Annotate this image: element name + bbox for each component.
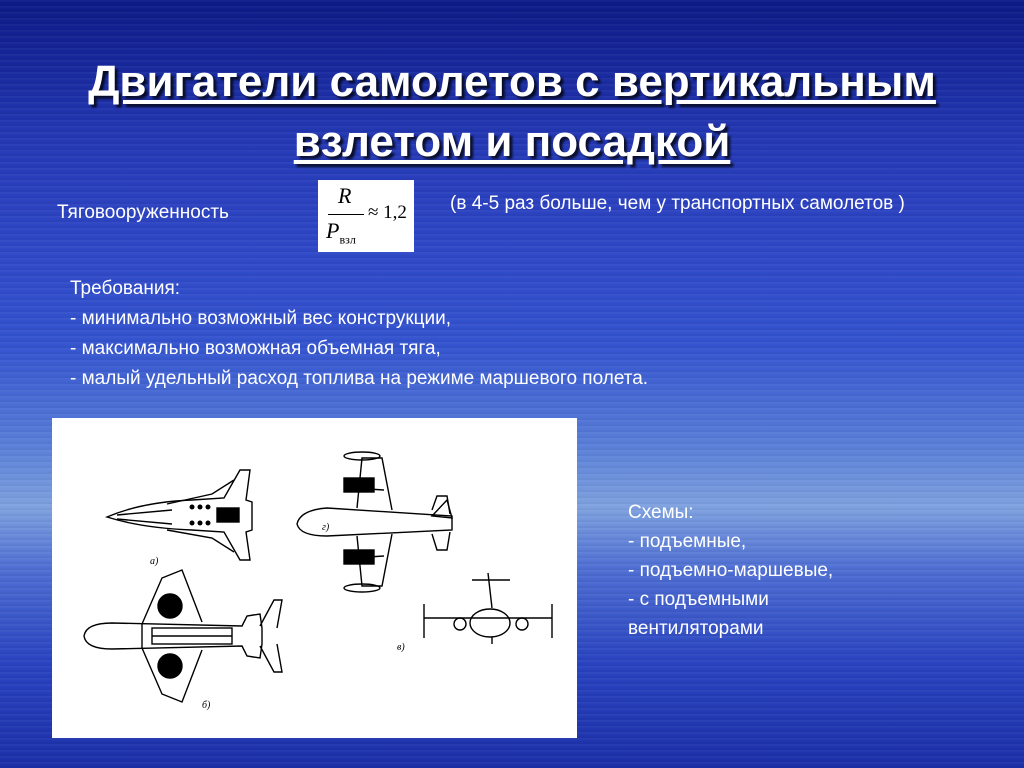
figure-label-b: б) [202,700,211,711]
figure-label-c: в) [397,642,405,653]
scheme-item: - с подъемными [628,589,769,610]
aircraft-c-drawing [84,570,282,702]
thrust-ratio-formula [318,180,414,252]
scheme-item: - подъемные, [628,531,747,552]
aircraft-schemes-figure [52,418,577,738]
formula-numerator: R [338,183,352,208]
requirement-item: - максимально возможная объемная тяга, [70,338,441,359]
aircraft-b-drawing [297,452,452,592]
requirement-item: - минимально возможный вес конструкции, [70,308,452,329]
schemes-heading: Схемы: [628,502,694,523]
slide-title-line-1: Двигатели самолетов с вертикальным [88,57,936,106]
scheme-item: - подъемно-маршевые, [628,560,834,581]
aircraft-a-drawing [107,470,252,560]
formula-fraction-bar [328,214,364,215]
aircraft-d-drawing [424,573,552,644]
formula-relation: ≈ 1,2 [368,202,407,223]
requirements-heading: Требования: [70,278,181,299]
formula-denominator-subscript: взл [339,232,356,247]
slide-title-line-2: взлетом и посадкой [293,117,731,166]
thrust-ratio-note: (в 4-5 раз больше, чем у транспортных самолетов ) [450,193,905,214]
formula-denominator: $P_{взл}$ [326,218,356,247]
requirements-list [70,274,648,394]
figure-label-d: г) [322,522,330,533]
requirement-item: - малый удельный расход топлива на режиме маршевого полета. [70,368,649,389]
scheme-item: вентиляторами [628,618,764,639]
thrust-ratio-label: Тяговооруженность [57,202,229,223]
slide-title [40,52,984,172]
figure-label-a: а) [150,556,159,567]
schemes-list [628,498,833,643]
